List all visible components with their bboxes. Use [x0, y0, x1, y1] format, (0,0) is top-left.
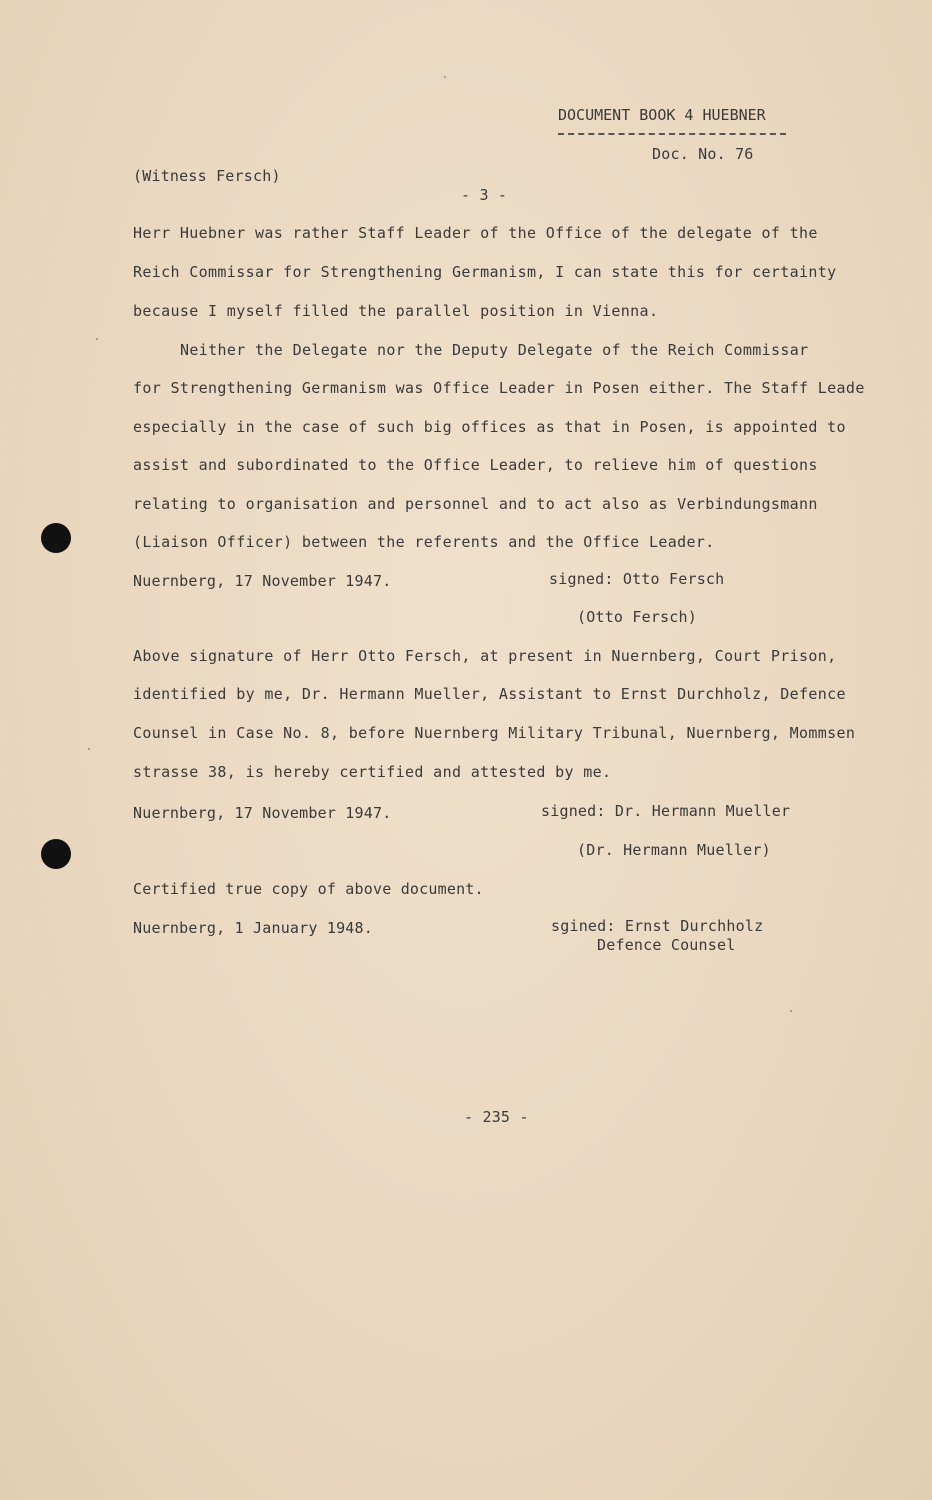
- body-line: relating to organisation and personnel and to act also as Verbindungsmann: [133, 495, 818, 513]
- paper-speck: [88, 748, 90, 750]
- doc-number: Doc. No. 76: [652, 145, 754, 163]
- page-marker: - 3 -: [461, 186, 508, 204]
- signature1-place-date: Nuernberg, 17 November 1947.: [133, 572, 392, 590]
- attestation-line: Above signature of Herr Otto Fersch, at present in Nuernberg, Court Prison,: [133, 647, 837, 665]
- body-line: (Liaison Officer) between the referents and the Office Leader.: [133, 533, 715, 551]
- body-line: for Strengthening Germanism was Office Leader in Posen either. The Staff Leade: [133, 379, 865, 397]
- body-line: especially in the case of such big offices as that in Posen, is appointed to: [133, 418, 846, 436]
- witness-label: (Witness Fersch): [133, 167, 281, 185]
- paper-speck: [790, 1010, 792, 1012]
- signature3-place-date: Nuernberg, 1 January 1948.: [133, 919, 373, 937]
- signature1-name: (Otto Fersch): [577, 608, 697, 626]
- attestation-line: Counsel in Case No. 8, before Nuernberg Military Tribunal, Nuernberg, Mommsen: [133, 724, 856, 742]
- punch-hole-top: [41, 523, 71, 553]
- attestation-line: strasse 38, is hereby certified and attested by me.: [133, 763, 612, 781]
- body-line: Herr Huebner was rather Staff Leader of the Office of the delegate of the: [133, 224, 818, 242]
- signature3-role: Defence Counsel: [597, 936, 736, 954]
- certified-statement: Certified true copy of above document.: [133, 880, 484, 898]
- punch-hole-bottom: [41, 839, 71, 869]
- signature1-signed: signed: Otto Fersch: [549, 570, 725, 588]
- paper-speck: [444, 76, 446, 78]
- paper-speck: [96, 338, 98, 340]
- signature2-name: (Dr. Hermann Mueller): [577, 841, 771, 859]
- body-line: Neither the Delegate nor the Deputy Delegate of the Reich Commissar: [180, 341, 809, 359]
- signature2-signed: signed: Dr. Hermann Mueller: [541, 802, 791, 820]
- header-underline: [558, 133, 786, 135]
- signature2-place-date: Nuernberg, 17 November 1947.: [133, 804, 392, 822]
- body-line: Reich Commissar for Strengthening Germanism, I can state this for certainty: [133, 263, 837, 281]
- signature3-signed: sgined: Ernst Durchholz: [551, 917, 764, 935]
- document-book-header: DOCUMENT BOOK 4 HUEBNER: [558, 106, 766, 124]
- body-line: because I myself filled the parallel position in Vienna.: [133, 302, 659, 320]
- page-number: - 235 -: [464, 1108, 529, 1126]
- body-line: assist and subordinated to the Office Leader, to relieve him of questions: [133, 456, 818, 474]
- attestation-line: identified by me, Dr. Hermann Mueller, Assistant to Ernst Durchholz, Defence: [133, 685, 846, 703]
